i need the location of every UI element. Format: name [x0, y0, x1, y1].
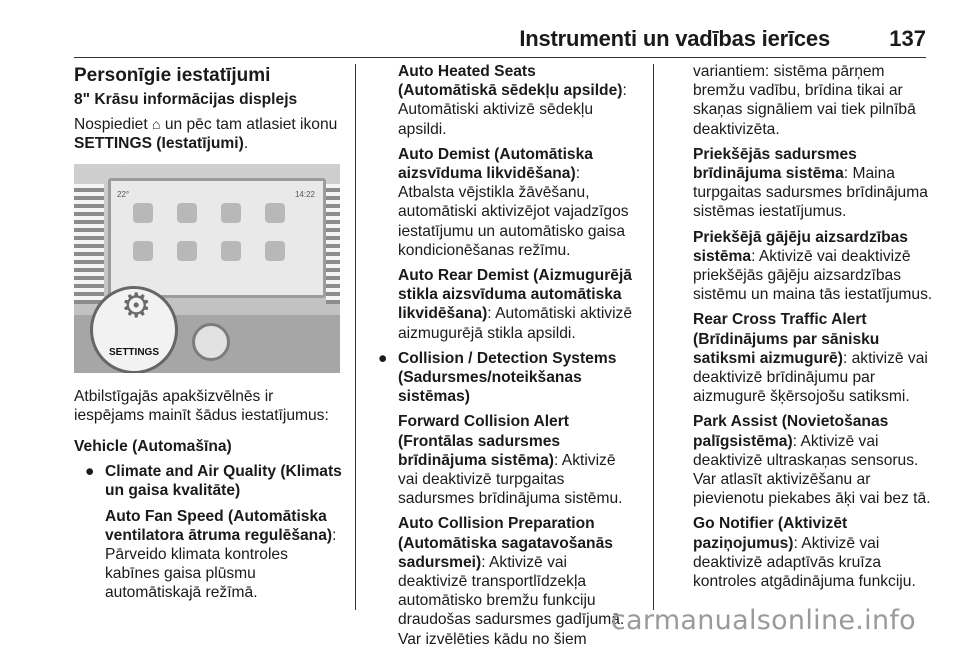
- collision-prep-term: Auto Collision Preparation (Automātiska sagatavošanās sadursmei): [398, 515, 613, 571]
- screen-clock: 14:22: [294, 189, 315, 199]
- site-watermark: carmanualsonline.info: [610, 605, 916, 636]
- front-collision-text: : Maina turpgaitas sadursmes brīdinājuma sistēmas iestatījumus.: [693, 165, 928, 221]
- front-collision-term: Priekšējās sadursmes brīdinājuma sistēma: [693, 145, 857, 183]
- page-number: 137: [889, 26, 926, 51]
- header-divider: [74, 57, 926, 58]
- bullet-dot-icon: ●: [85, 463, 95, 481]
- section-title: Personīgie iestatījumi: [74, 65, 271, 86]
- app-tile-icon: [221, 203, 241, 223]
- forward-collision-text: : Aktivizē vai deaktivizē turpgaitas sadursmes brīdinājuma sistēmu.: [398, 451, 623, 508]
- fan-speed-term: Auto Fan Speed (Automātiska ventilatora ātruma regulēšana): [105, 507, 333, 544]
- after-photo-text: Atbilstīgajās apakšizvēlnēs ir iespējams mainīt šādus iestatījumus:: [74, 387, 329, 424]
- app-tile-icon: [177, 241, 197, 261]
- app-tile-icon: [265, 203, 285, 223]
- pedestrian-term: Priekšējā gājēju aizsardzības sistēma: [693, 228, 908, 265]
- forward-collision-term: Forward Collision Alert (Frontālas sadursmes brīdinājuma sistēma): [398, 413, 569, 469]
- continuation-paragraph: variantiem: sistēma pārņem bremžu vadību, brīdina tikai ar skaņas signāliem vai tiek pilnībā deaktivizēta.: [693, 63, 916, 138]
- pedestrian-paragraph: [693, 228, 933, 305]
- fan-speed-paragraph: [74, 507, 346, 603]
- fan-speed-text: : Pārveido klimata kontroles kabīnes gaisa plūsmu automātiskajā režīmā.: [105, 526, 337, 602]
- column-2: [378, 62, 638, 648]
- settings-callout-label: SETTINGS: [108, 346, 159, 358]
- auto-demist-term: Auto Demist (Automātiska aizsvīduma likvidēšana): [398, 145, 593, 183]
- intro-end: .: [243, 135, 249, 153]
- intro-text-a: Nospiediet: [74, 116, 153, 134]
- bullet-climate-label: Climate and Air Quality (Klimats un gaisa kvalitāte): [105, 463, 342, 500]
- volume-knob-icon: [192, 323, 230, 361]
- page-title: Instrumenti un vadības ierīces: [519, 26, 830, 51]
- intro-text-b: un pēc tam atlasiet ikonu: [160, 116, 338, 134]
- settings-callout: [90, 286, 178, 373]
- display-screen: [108, 178, 326, 298]
- app-tile-icon: [177, 203, 197, 223]
- app-tile-icon: [265, 241, 285, 261]
- go-notifier-text: : Aktivizē vai deaktivizē adaptīvās kruīza kontroles atgādinājuma funkciju.: [693, 534, 916, 591]
- rear-demist-term: Auto Rear Demist (Aizmugurējā stikla aizsvīduma automātiska likvidēšana): [398, 267, 632, 323]
- rear-cross-paragraph: [693, 310, 933, 406]
- rear-cross-text: : aktivizē vai deaktivizē brīdinājumu par aizmugurē šķērsojošu satiksmi.: [693, 349, 928, 406]
- screen-temperature: 22°: [117, 189, 130, 199]
- vehicle-heading: [74, 437, 346, 456]
- park-assist-paragraph: [693, 412, 933, 508]
- app-tile-icon: [133, 203, 153, 223]
- go-notifier-term: Go Notifier (Aktivizēt paziņojumus): [693, 515, 848, 552]
- collision-prep-text: : Aktivizē vai deaktivizē transportlīdzekļa automātisko bremžu funkciju draudošas sadursmes gadījumā. Var izvēlēties kādu no šiem: [398, 553, 625, 648]
- park-assist-text: : Aktivizē vai deaktivizē ultraskaņas sensorus. Var atlasīt aktivizēšanu ar pievienotu piekabes āķi vai bez tā.: [693, 432, 931, 508]
- front-collision-paragraph: [693, 145, 933, 222]
- pedestrian-text: : Aktivizē vai deaktivizē priekšējās gājēju aizsardzības sistēmu un maina tās iestatījumus.: [693, 247, 933, 304]
- heated-seats-term: Auto Heated Seats (Automātiskā sēdekļu apsilde): [398, 63, 623, 100]
- auto-demist-text: : Atbalsta vējstikla žāvēšanu, automātiski aktivizējot vajadzīgos iestatījumu un automātisko gaisa kondicionēšanas režīmu.: [398, 165, 629, 259]
- intro-paragraph: [74, 115, 346, 153]
- home-icon: ⌂: [152, 116, 161, 133]
- column-divider-1: [355, 64, 356, 610]
- air-vent-right: [326, 184, 340, 304]
- display-subhead: 8" Krāsu informācijas displejs: [74, 91, 298, 108]
- app-tile-icon: [133, 241, 153, 261]
- bullet-dot-icon: ●: [378, 349, 388, 367]
- rear-demist-paragraph: [398, 266, 638, 343]
- app-tile-icon: [221, 241, 241, 261]
- heated-seats-paragraph: [398, 62, 638, 139]
- settings-term: SETTINGS (Iestatījumi): [74, 135, 244, 153]
- page-header: [74, 26, 926, 56]
- go-notifier-paragraph: [693, 514, 933, 591]
- auto-demist-paragraph: [398, 145, 638, 260]
- gear-icon: ⚙: [121, 286, 152, 325]
- column-1: [74, 62, 346, 642]
- column-divider-2: [653, 64, 654, 610]
- infotainment-photo: [74, 164, 340, 373]
- column-3: [693, 62, 933, 642]
- heated-seats-text: : Automātiski aktivizē sēdekļu apsildi.: [398, 82, 627, 138]
- rear-cross-term: Rear Cross Traffic Alert (Brīdinājums par sānisku satiksmi aizmugurē): [693, 311, 880, 367]
- bullet-collision-label: Collision / Detection Systems (Sadursmes/noteikšanas sistēmas): [398, 349, 617, 406]
- collision-prep-paragraph: [398, 514, 638, 648]
- forward-collision-paragraph: [398, 412, 638, 508]
- park-assist-term: Park Assist (Novietošanas palīgsistēma): [693, 413, 889, 450]
- bullet-collision: [367, 349, 638, 407]
- bullet-climate: [74, 462, 346, 500]
- air-vent-left: [74, 184, 104, 304]
- rear-demist-text: : Automātiski aktivizē aizmugurējā stikla apsildi.: [398, 305, 633, 342]
- vehicle-term: Vehicle (Automašīna): [74, 438, 232, 456]
